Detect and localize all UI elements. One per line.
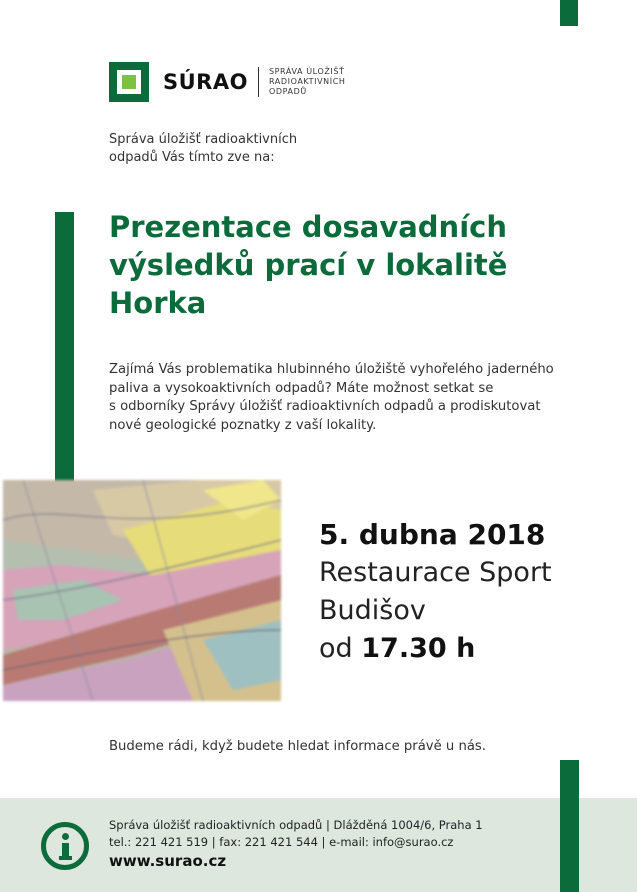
bottom-accent-bar: [560, 760, 579, 892]
footer-phone-email[interactable]: tel.: 221 421 519 | fax: 221 421 544 | e-mail: info@surao.cz: [109, 835, 454, 849]
description-paragraph: Zajímá Vás problematika hlubinného úložiště vyhořelého jaderného paliva a vysokoaktivních odpadů? Máte možnost setkat se s odborníky Správy úložišť radioaktivních odpadů a prodiskutovat nové geologické poznatky z vaší lokality.: [109, 362, 554, 433]
website-link[interactable]: www.surao.cz: [109, 852, 227, 870]
invitation-intro: Správa úložišť radioaktivních odpadů Vás tímto zve na:: [109, 132, 298, 165]
logo-wordmark: SÚRAO: [163, 70, 248, 94]
event-venue-line1: Restaurace Sport: [319, 557, 552, 588]
footer-address: Správa úložišť radioaktivních odpadů | Dlážděná 1004/6, Praha 1: [109, 818, 483, 832]
logo-subtitle: SPRÁVA ÚLOŽIŠŤ RADIOAKTIVNÍCH ODPADŮ: [268, 67, 346, 96]
event-date: 5. dubna 2018: [319, 518, 546, 551]
event-time: [319, 630, 619, 668]
surao-logo: [109, 62, 359, 102]
event-venue-line2: Budišov: [319, 595, 426, 626]
event-headline: Prezentace dosavadních výsledků prací v lokalitě Horka: [109, 210, 508, 320]
info-icon: [41, 822, 89, 870]
event-time-prefix: od: [319, 633, 353, 664]
footer-contact: [109, 817, 559, 851]
event-details: [319, 516, 619, 668]
event-time-value: 17.30 h: [361, 633, 476, 664]
top-accent-bar: [560, 0, 578, 26]
closing-text: Budeme rádi, když budete hledat informace právě u nás.: [109, 739, 486, 754]
logo-divider: [258, 67, 259, 97]
geological-map-image: [3, 480, 281, 701]
logo-mark-icon: [109, 62, 149, 102]
